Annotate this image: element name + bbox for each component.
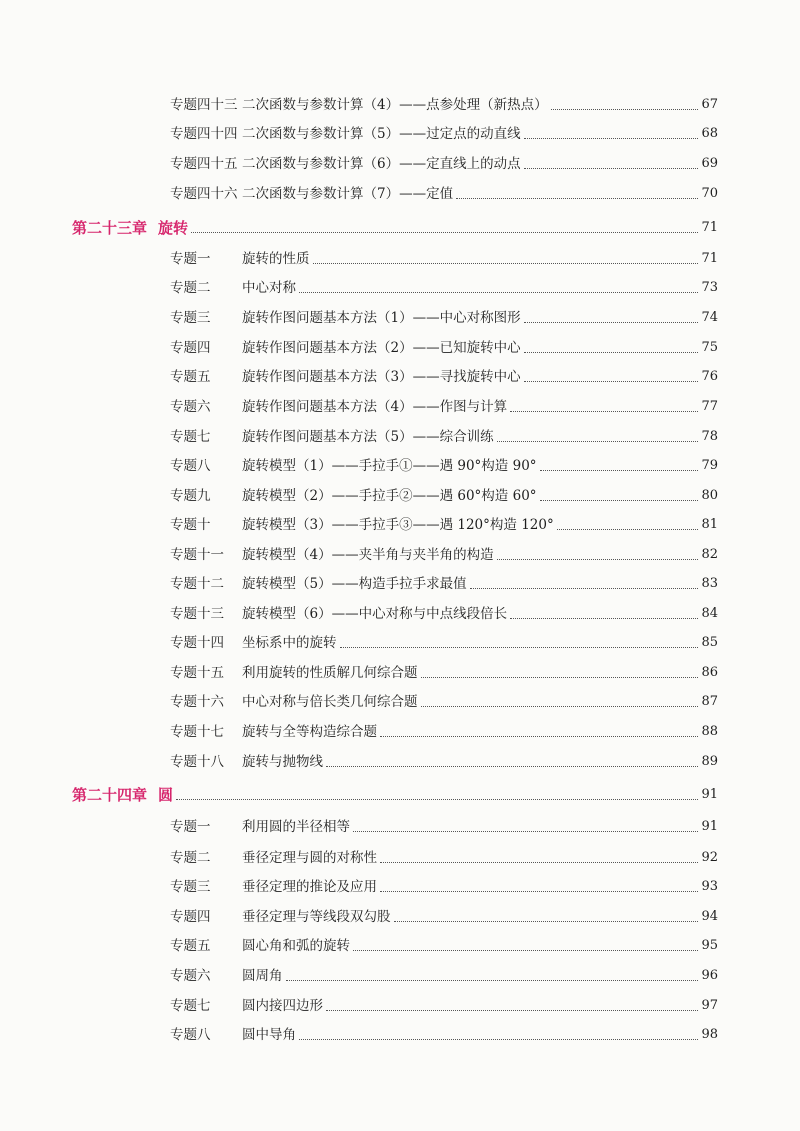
topic-title: 中心对称与倍长类几何综合题 <box>242 694 418 710</box>
toc-topic-row <box>170 123 718 145</box>
page-number: 81 <box>701 517 718 532</box>
topic-number: 专题八 <box>170 458 211 474</box>
toc-topic-row <box>170 307 718 329</box>
topic-title: 旋转模型（1）——手拉手①——遇 90°构造 90° <box>242 458 537 474</box>
toc-topic-row <box>170 1024 718 1046</box>
dot-leader <box>326 766 698 767</box>
topic-title: 二次函数与参数计算（6）——定直线上的动点 <box>242 156 521 172</box>
topic-title: 利用旋转的性质解几何综合题 <box>242 665 418 681</box>
toc-topic-row <box>170 337 718 359</box>
topic-title: 旋转模型（6）——中心对称与中点线段倍长 <box>242 606 508 622</box>
page-number: 89 <box>701 754 718 769</box>
page-number: 68 <box>701 126 718 141</box>
topic-number: 专题十一 <box>170 547 224 563</box>
topic-number: 专题九 <box>170 488 211 504</box>
topic-number: 专题一 <box>170 819 211 835</box>
topic-title: 旋转作图问题基本方法（4）——作图与计算 <box>242 399 508 415</box>
toc-topic-row <box>170 965 718 987</box>
dot-leader <box>557 529 699 530</box>
topic-number: 专题八 <box>170 1027 211 1043</box>
page-number: 83 <box>701 576 718 591</box>
topic-number: 专题二 <box>170 850 211 866</box>
page-number: 94 <box>701 909 718 924</box>
page-number: 95 <box>701 938 718 953</box>
toc-topic-row <box>170 847 718 869</box>
page-number: 75 <box>701 340 718 355</box>
page-number: 76 <box>701 369 718 384</box>
topic-number: 专题十 <box>170 517 211 533</box>
toc-topic-row <box>170 721 718 743</box>
topic-title: 圆内接四边形 <box>242 998 323 1014</box>
topic-title: 圆中导角 <box>242 1027 296 1043</box>
page-number: 93 <box>701 879 718 894</box>
page-number: 84 <box>701 606 718 621</box>
toc-topic-row <box>170 455 718 477</box>
topic-number: 专题三 <box>170 879 211 895</box>
toc-chapter-row <box>72 217 718 239</box>
topic-title: 二次函数与参数计算（5）——过定点的动直线 <box>242 126 521 142</box>
chapter-title: 圆 <box>158 786 174 804</box>
topic-title: 坐标系中的旋转 <box>242 635 337 651</box>
dot-leader <box>524 381 699 382</box>
toc-topic-row <box>170 816 718 838</box>
dot-leader <box>421 706 699 707</box>
topic-number: 专题七 <box>170 998 211 1014</box>
topic-number: 专题一 <box>170 251 211 267</box>
dot-leader <box>299 292 698 293</box>
toc-topic-row <box>170 366 718 388</box>
page-number: 82 <box>701 547 718 562</box>
dot-leader <box>286 980 699 981</box>
topic-title: 圆周角 <box>242 968 283 984</box>
toc-topic-row <box>170 662 718 684</box>
page-number: 70 <box>701 186 718 201</box>
topic-title: 旋转与抛物线 <box>242 754 323 770</box>
topic-number: 专题五 <box>170 938 211 954</box>
page-number: 74 <box>701 310 718 325</box>
dot-leader <box>380 862 698 863</box>
page-number: 88 <box>701 724 718 739</box>
toc-topic-row <box>170 183 718 205</box>
dot-leader <box>540 470 699 471</box>
topic-title: 垂径定理与等线段双勾股 <box>242 909 391 925</box>
topic-title: 旋转的性质 <box>242 251 310 267</box>
topic-title: 垂径定理的推论及应用 <box>242 879 377 895</box>
toc-topic-row <box>170 906 718 928</box>
dot-leader <box>421 677 699 678</box>
page-number: 73 <box>701 280 718 295</box>
topic-number: 专题十六 <box>170 694 224 710</box>
toc-topic-row <box>170 277 718 299</box>
page-number: 67 <box>701 97 718 112</box>
chapter-number: 第二十四章 <box>72 786 148 804</box>
page-number: 97 <box>701 998 718 1013</box>
dot-leader <box>353 831 698 832</box>
topic-number: 专题四十三 <box>170 97 238 113</box>
topic-title: 旋转与全等构造综合题 <box>242 724 377 740</box>
topic-number: 专题六 <box>170 968 211 984</box>
dot-leader <box>524 322 699 323</box>
page-number: 91 <box>701 819 718 834</box>
topic-title: 旋转模型（3）——手拉手③——遇 120°构造 120° <box>242 517 554 533</box>
page-number: 96 <box>701 968 718 983</box>
topic-number: 专题四 <box>170 340 211 356</box>
toc-topic-row <box>170 94 718 116</box>
topic-number: 专题十四 <box>170 635 224 651</box>
topic-number: 专题十二 <box>170 576 224 592</box>
dot-leader <box>470 588 699 589</box>
page-number: 78 <box>701 429 718 444</box>
topic-number: 专题十八 <box>170 754 224 770</box>
dot-leader <box>524 168 699 169</box>
topic-title: 二次函数与参数计算（4）——点参处理（新热点） <box>242 97 548 113</box>
topic-title: 圆心角和弧的旋转 <box>242 938 350 954</box>
toc-topic-row <box>170 396 718 418</box>
page-number: 71 <box>701 251 718 266</box>
page-number: 71 <box>701 220 718 235</box>
topic-title: 垂径定理与圆的对称性 <box>242 850 377 866</box>
topic-number: 专题四十四 <box>170 126 238 142</box>
toc-topic-row <box>170 153 718 175</box>
page-number: 69 <box>701 156 718 171</box>
topic-title: 旋转模型（2）——手拉手②——遇 60°构造 60° <box>242 488 537 504</box>
topic-number: 专题四十五 <box>170 156 238 172</box>
page-number: 80 <box>701 488 718 503</box>
topic-number: 专题十三 <box>170 606 224 622</box>
dot-leader <box>510 618 698 619</box>
toc-chapter-row <box>72 784 718 806</box>
page-number: 98 <box>701 1027 718 1042</box>
toc-topic-row <box>170 544 718 566</box>
toc-topic-row <box>170 995 718 1017</box>
page-number: 87 <box>701 694 718 709</box>
topic-number: 专题六 <box>170 399 211 415</box>
dot-leader <box>340 647 699 648</box>
topic-number: 专题十七 <box>170 724 224 740</box>
toc-topic-row <box>170 426 718 448</box>
page-number: 77 <box>701 399 718 414</box>
topic-number: 专题七 <box>170 429 211 445</box>
dot-leader <box>313 263 699 264</box>
topic-title: 中心对称 <box>242 280 296 296</box>
page-number: 79 <box>701 458 718 473</box>
dot-leader <box>510 411 698 412</box>
dot-leader <box>524 352 699 353</box>
dot-leader <box>353 950 698 951</box>
dot-leader <box>380 891 698 892</box>
page-number: 92 <box>701 850 718 865</box>
toc-topic-row <box>170 632 718 654</box>
toc-topic-row <box>170 751 718 773</box>
toc-topic-row <box>170 514 718 536</box>
topic-title: 利用圆的半径相等 <box>242 819 350 835</box>
dot-leader <box>326 1010 698 1011</box>
topic-title: 旋转作图问题基本方法（2）——已知旋转中心 <box>242 340 521 356</box>
dot-leader <box>191 232 698 233</box>
topic-number: 专题四 <box>170 909 211 925</box>
dot-leader <box>299 1039 698 1040</box>
dot-leader <box>551 109 699 110</box>
toc-topic-row <box>170 248 718 270</box>
topic-number: 专题五 <box>170 369 211 385</box>
topic-title: 旋转作图问题基本方法（3）——寻找旋转中心 <box>242 369 521 385</box>
topic-number: 专题二 <box>170 280 211 296</box>
topic-title: 旋转模型（5）——构造手拉手求最值 <box>242 576 467 592</box>
toc-topic-row <box>170 935 718 957</box>
dot-leader <box>176 799 698 800</box>
dot-leader <box>497 441 699 442</box>
toc-topic-row <box>170 691 718 713</box>
topic-title: 旋转作图问题基本方法（5）——综合训练 <box>242 429 494 445</box>
dot-leader <box>540 500 699 501</box>
topic-title: 旋转作图问题基本方法（1）——中心对称图形 <box>242 310 521 326</box>
topic-title: 旋转模型（4）——夹半角与夹半角的构造 <box>242 547 494 563</box>
page-number: 85 <box>701 635 718 650</box>
chapter-number: 第二十三章 <box>72 219 148 237</box>
topic-number: 专题四十六 <box>170 186 238 202</box>
topic-number: 专题三 <box>170 310 211 326</box>
dot-leader <box>524 138 699 139</box>
topic-number: 专题十五 <box>170 665 224 681</box>
toc-topic-row <box>170 876 718 898</box>
toc-topic-row <box>170 573 718 595</box>
toc-topic-row <box>170 603 718 625</box>
dot-leader <box>497 559 699 560</box>
toc-topic-row <box>170 485 718 507</box>
page-number: 91 <box>701 787 718 802</box>
chapter-title: 旋转 <box>158 219 189 237</box>
dot-leader <box>380 736 698 737</box>
page-number: 86 <box>701 665 718 680</box>
dot-leader <box>394 921 699 922</box>
dot-leader <box>456 198 698 199</box>
topic-title: 二次函数与参数计算（7）——定值 <box>242 186 454 202</box>
